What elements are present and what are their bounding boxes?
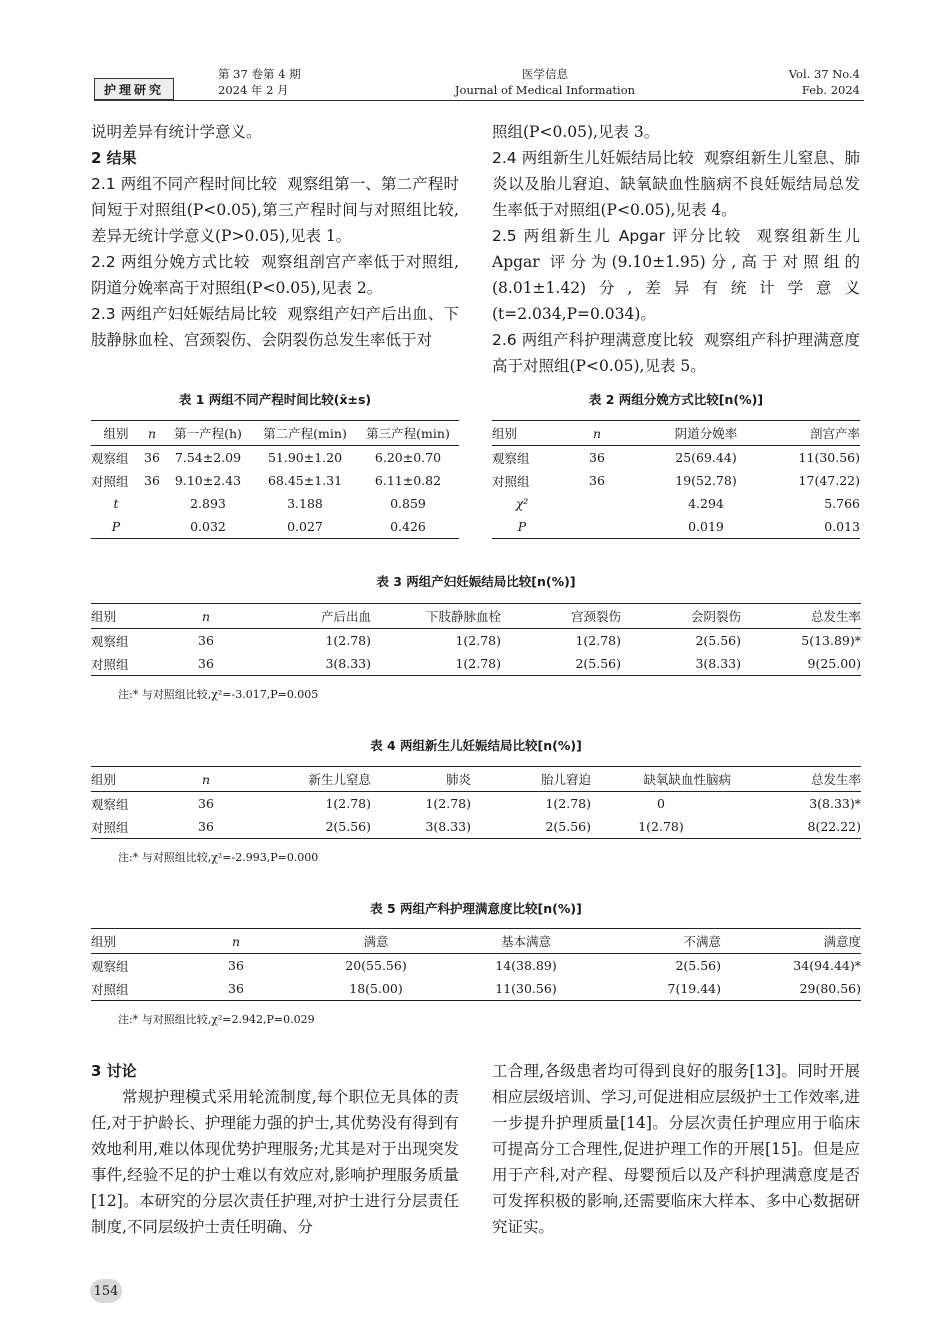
table5-note: 注:* 与对照组比较,χ²=2.942,P=0.029: [118, 1013, 315, 1026]
table-cell: 3(8.33)*: [809, 796, 861, 811]
table-cell: 5(13.89)*: [801, 633, 861, 648]
table-cell: 2(5.56): [251, 815, 371, 839]
table-row: [91, 515, 459, 539]
table-cell: 1(2.78): [325, 796, 371, 811]
issue-info-en: [740, 66, 860, 98]
table-row: [91, 492, 459, 515]
section-2-6: [492, 327, 860, 379]
table-cell: 观察组: [91, 796, 129, 812]
table4-note: 注:* 与对照组比较,χ²=-2.993,P=0.000: [118, 851, 319, 864]
table3-header-row: [91, 604, 861, 629]
table-cell: 2(5.56): [471, 815, 591, 839]
table-cell: [141, 492, 163, 515]
section-2-1-text: 观察组第一、第二产程时间短于对照组(P<0.05),第三产程时间与对照组比较,差异无统计学意义(P>0.05),见表 1。: [91, 175, 459, 245]
date-cn: 2024 年 2 月: [218, 83, 289, 97]
table5-header: 组别: [91, 929, 171, 954]
table-cell: 0.859: [390, 496, 426, 511]
table5-header: 基本满意: [451, 929, 601, 954]
table-cell: P: [91, 515, 141, 539]
table4-header: n: [161, 767, 251, 792]
table5-header-row: [91, 929, 861, 954]
table-row: [91, 954, 861, 978]
section-badge: 护理研究: [94, 78, 174, 100]
table5-header: n: [171, 929, 301, 954]
table-cell: 9(25.00): [741, 652, 861, 676]
table2-header: 阴道分娩率: [642, 421, 770, 446]
section-2-3: [91, 301, 459, 353]
table1-caption: 表 1 两组不同产程时间比较(x̄±s): [178, 392, 372, 407]
section-2-4: [492, 145, 860, 223]
table-row: [492, 446, 860, 470]
table-cell: 36: [161, 652, 251, 676]
journal-title: [440, 66, 650, 98]
table-cell: 对照组: [91, 652, 161, 676]
results-heading: 2 结果: [91, 149, 137, 167]
date-en: Feb. 2024: [801, 83, 860, 97]
table5-header: 满意度: [721, 929, 861, 954]
table1-header: 第二产程(min): [253, 421, 357, 446]
table-cell: 2(5.56): [695, 633, 741, 648]
volume-en: Vol. 37 No.4: [788, 67, 860, 81]
table-cell: [141, 515, 163, 539]
table2-header: n: [552, 421, 642, 446]
table1-header-row: [91, 421, 459, 446]
table-cell: 1(2.78): [425, 796, 471, 811]
table5-header: 满意: [301, 929, 451, 954]
table2-header: 组别: [492, 421, 552, 446]
table-cell: t: [113, 496, 119, 511]
table-cell: 观察组: [91, 450, 129, 466]
table3-header: 下肢静脉血栓: [371, 604, 501, 629]
table-cell: 17(47.22): [798, 473, 860, 488]
table2-header: 剖宫产率: [770, 421, 860, 446]
table4-header: 胎儿窘迫: [471, 767, 591, 792]
table-cell: 5.766: [824, 496, 860, 511]
table-row: [492, 469, 860, 492]
table1-header: 第一产程(h): [163, 421, 253, 446]
table-cell: 2(5.56): [675, 958, 721, 973]
table-cell: 51.90±1.20: [267, 450, 343, 465]
table4: [91, 766, 861, 839]
table-cell: 0.426: [357, 515, 459, 539]
table-cell: [552, 515, 642, 539]
table-cell: 0: [657, 796, 665, 811]
discussion-paragraph-left: 常规护理模式采用轮流制度,每个职位无具体的责任,对于护龄长、护理能力强的护士,其优势没有得到有效地利用,难以体现优势护理服务;尤其是对于出现突发事件,经验不足的护士难以有效应对,影响护理服务质量[12]。本研究的分层次责任护理,对护士进行分层责任制度,不同层级护士责任明确、分: [91, 1088, 459, 1236]
discussion-left-column: [91, 1058, 459, 1240]
section-2-6-text: 观察组产科护理满意度高于对照组(P<0.05),见表 5。: [492, 331, 860, 375]
table-cell: 3(8.33): [621, 652, 741, 676]
table-cell: 对照组: [492, 473, 530, 489]
discussion-heading: 3 讨论: [91, 1062, 137, 1080]
table-cell: 6.20±0.70: [374, 450, 442, 465]
table-cell: 36: [589, 450, 605, 465]
section-2-3-text: 观察组产妇产后出血、下肢静脉血栓、宫颈裂伤、会阴裂伤总发生率低于对: [91, 305, 459, 349]
section-2-1: [91, 171, 459, 249]
section-2-3-title: 2.3 两组产妇妊娠结局比较: [91, 305, 278, 323]
table-cell: 4.294: [688, 496, 724, 511]
table-cell: 观察组: [91, 633, 129, 649]
table-row: [492, 492, 860, 515]
table-cell: 1(2.78): [545, 796, 591, 811]
discussion-paragraph-right: 工合理,各级患者均可得到良好的服务[13]。同时开展相应层级培训、学习,可促进相应层级护士工作效率,进一步提升护理质量[14]。分层次责任护理应用于临床可提高分工合理性,促进护理工作的开展[15]。但是应用于产科,对产程、母婴预后以及产科护理满意度是否可发挥积极的影响,还需要临床大样本、多中心数据研究证实。: [492, 1062, 860, 1236]
table1-header: 组别: [91, 421, 141, 446]
table-cell: 36: [589, 473, 605, 488]
table-row: [91, 815, 861, 839]
table-cell: 1(2.78): [455, 633, 501, 648]
table-cell: 3(8.33): [251, 652, 371, 676]
table-cell: 观察组: [492, 450, 530, 466]
table-cell: 34(94.44)*: [793, 958, 861, 973]
table3-header: 总发生率: [741, 604, 861, 629]
table2-caption: 表 2 两组分娩方式比较[n(%)]: [588, 392, 764, 407]
table-cell: 0.019: [642, 515, 770, 539]
table-cell: 观察组: [91, 958, 129, 974]
section-2-4-title: 2.4 两组新生儿妊娠结局比较: [492, 149, 694, 167]
table-cell: 2.893: [190, 496, 226, 511]
table-cell: χ²: [515, 496, 529, 511]
table2-header-row: [492, 421, 860, 446]
carryover-line-right: 照组(P<0.05),见表 3。: [492, 123, 660, 141]
section-2-5-title: 2.5 两组新生儿 Apgar 评分比较: [492, 227, 743, 245]
journal-cn: 医学信息: [522, 67, 568, 81]
table-cell: 36: [198, 796, 214, 811]
table-row: [91, 792, 861, 816]
table-cell: 20(55.56): [345, 958, 407, 973]
table-row: [492, 515, 860, 539]
table-row: [91, 629, 861, 653]
table1-header: 第三产程(min): [357, 421, 459, 446]
discussion-right-column: [492, 1058, 860, 1240]
table-cell: 36: [198, 633, 214, 648]
table-cell: P: [492, 515, 552, 539]
table-cell: 14(38.89): [495, 958, 557, 973]
table-row: [91, 977, 861, 1001]
section-2-1-title: 2.1 两组不同产程时间比较: [91, 175, 278, 193]
table-cell: 9.10±2.43: [174, 473, 242, 488]
table-cell: 18(5.00): [301, 977, 451, 1001]
table-cell: 68.45±1.31: [267, 473, 343, 488]
table-cell: 29(80.56): [721, 977, 861, 1001]
table-cell: 8(22.22): [731, 815, 861, 839]
table3-header: 组别: [91, 604, 161, 629]
table-cell: 0.013: [770, 515, 860, 539]
section-2-4-text: 观察组新生儿窒息、肺炎以及胎儿窘迫、缺氧缺血性脑病不良妊娠结局总发生率低于对照组(P<0.05),见表 4。: [492, 149, 860, 219]
table3-note: 注:* 与对照组比较,χ²=-3.017,P=0.005: [118, 688, 319, 701]
volume-cn: 第 37 卷第 4 期: [218, 67, 301, 81]
table-cell: 36: [228, 958, 244, 973]
table-cell: 6.11±0.82: [374, 473, 442, 488]
table1-header: n: [141, 421, 163, 446]
table3: [91, 603, 861, 676]
table-row: [91, 446, 459, 470]
table3-header: 宫颈裂伤: [501, 604, 621, 629]
section-2-5-text: 观察组新生儿 Apgar 评分为(9.10±1.95)分,高于对照组的(8.01±1.42)分,差异有统计学意义(t=2.034,P=0.034)。: [492, 227, 860, 323]
table-cell: 0.032: [163, 515, 253, 539]
table-cell: 7(19.44): [601, 977, 721, 1001]
issue-info-cn: [218, 66, 301, 98]
table5-header: 不满意: [601, 929, 721, 954]
table-cell: 对照组: [91, 473, 129, 489]
section-2-6-title: 2.6 两组产科护理满意度比较: [492, 331, 694, 349]
table-cell: 3.188: [287, 496, 323, 511]
table-cell: 对照组: [91, 977, 171, 1001]
table4-header: 组别: [91, 767, 161, 792]
table4-header-row: [91, 767, 861, 792]
table-row: [91, 652, 861, 676]
table-cell: 25(69.44): [675, 450, 737, 465]
table3-header: 会阴裂伤: [621, 604, 741, 629]
table4-header: 新生儿窒息: [251, 767, 371, 792]
section-2-5: [492, 223, 860, 327]
table5-caption: 表 5 两组产科护理满意度比较[n(%)]: [370, 901, 582, 916]
table-cell: 1(2.78): [591, 815, 731, 839]
table-cell: 36: [171, 977, 301, 1001]
table-cell: 36: [161, 815, 251, 839]
table4-header: 总发生率: [731, 767, 861, 792]
table-cell: [552, 492, 642, 515]
table3-header: 产后出血: [251, 604, 371, 629]
table-cell: 3(8.33): [371, 815, 471, 839]
table-cell: 19(52.78): [675, 473, 737, 488]
table-cell: 0.027: [253, 515, 357, 539]
header-rule: [94, 100, 864, 101]
table-cell: 11(30.56): [451, 977, 601, 1001]
table-cell: 1(2.78): [325, 633, 371, 648]
table-cell: 36: [144, 450, 160, 465]
table-cell: 36: [144, 473, 160, 488]
journal-en: Journal of Medical Information: [454, 83, 636, 97]
table5: [91, 928, 861, 1001]
table-cell: 对照组: [91, 815, 161, 839]
table4-header: 肺炎: [371, 767, 471, 792]
table-cell: 1(2.78): [371, 652, 501, 676]
table1: [91, 420, 459, 539]
table-row: [91, 469, 459, 492]
table-cell: 1(2.78): [575, 633, 621, 648]
table4-caption: 表 4 两组新生儿妊娠结局比较[n(%)]: [370, 738, 582, 753]
results-left-column: [91, 119, 459, 353]
results-right-column: [492, 119, 860, 379]
table4-header: 缺氧缺血性脑病: [591, 767, 731, 792]
section-2-2-title: 2.2 两组分娩方式比较: [91, 253, 250, 271]
section-2-2: [91, 249, 459, 301]
table3-caption: 表 3 两组产妇妊娠结局比较[n(%)]: [376, 574, 576, 589]
table-cell: 2(5.56): [501, 652, 621, 676]
table2: [492, 420, 860, 539]
section-2-2-text: 观察组剖宫产率低于对照组,阴道分娩率高于对照组(P<0.05),见表 2。: [91, 253, 460, 297]
carryover-line: 说明差异有统计学意义。: [91, 123, 262, 141]
table-cell: 11(30.56): [798, 450, 860, 465]
table3-header: n: [161, 604, 251, 629]
table-cell: 7.54±2.09: [174, 450, 242, 465]
page-number: 154: [90, 1279, 122, 1303]
